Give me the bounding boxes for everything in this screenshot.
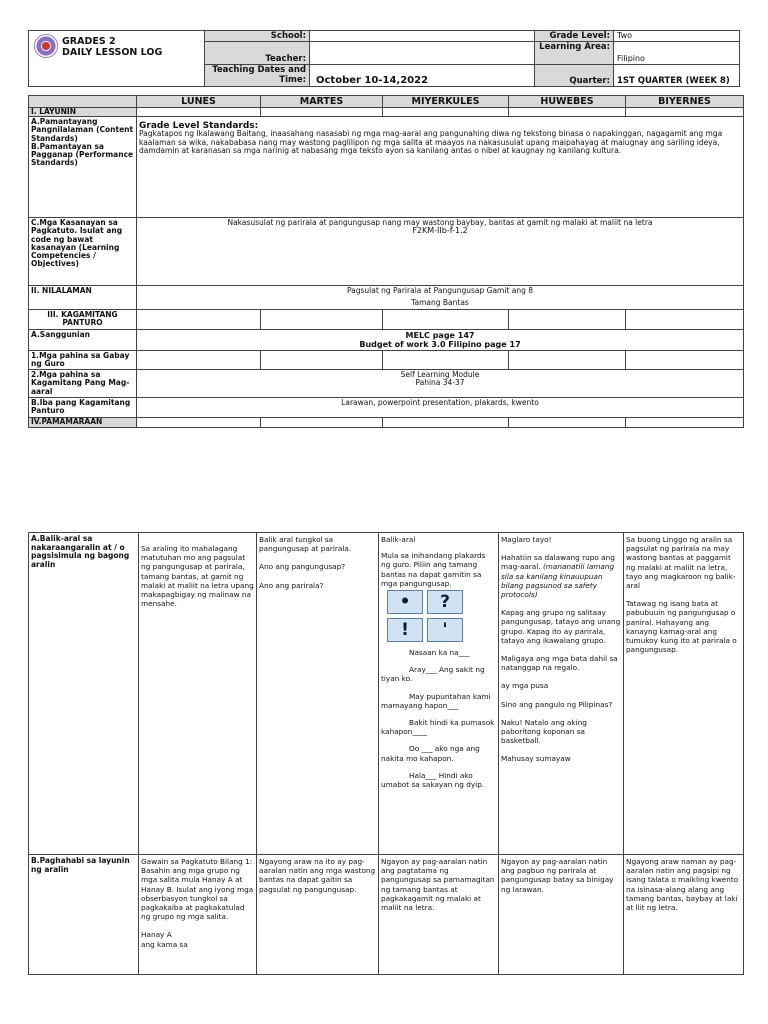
grade-standards-title: Grade Level Standards: xyxy=(139,121,259,131)
paghahabi-huwebes: Ngayon ay pag-aaralan natin ang pagbuo ng parirala at pangungusap batay sa binigay ng larawan. xyxy=(499,855,624,975)
layunin-heading: I. LAYUNIN xyxy=(29,108,137,117)
corner-cell xyxy=(29,96,137,108)
plakard-comma[interactable]: ꞌ xyxy=(427,618,463,642)
paghahabi-martes: Ngayong araw na ito ay pag-aaralan natin ang mga wastong bantas na dapat gaitin sa pagsulat ng pangungusap. xyxy=(257,855,379,975)
competency-code: F2KM-IIb-f-1.2 xyxy=(412,226,468,236)
balik-biyernes-cell xyxy=(624,533,744,855)
slm-text-2: Pahina 34-37 xyxy=(415,378,465,388)
plakard-question[interactable]: ? xyxy=(427,590,463,614)
day-biyernes: BIYERNES xyxy=(626,96,744,108)
balik-miy-s6: Hala___ Hindi ako umabot sa sakayan ng dyip. xyxy=(381,770,485,790)
balik-miy-s1: Nasaan ka na___ xyxy=(409,648,470,658)
school-label: School: xyxy=(205,31,310,42)
balik-aral-label: A.Balik-aral sa nakaraangaralin at / o pagsisimula ng bagong aralin xyxy=(29,533,139,855)
balik-martes-cell xyxy=(257,533,379,855)
deped-seal-logo xyxy=(34,34,58,58)
balik-huw-8: Mahusay sumayaw xyxy=(501,754,571,764)
balik-huw-5: ay mga pusa xyxy=(501,681,549,691)
balik-huw-4: Maligaya ang mga bata dahil sa natanggap na regalo. xyxy=(501,654,618,673)
sanggunian-cell xyxy=(137,329,744,350)
balik-huw-2: Hahatiin sa dalawang rupo ang mag-aaral. xyxy=(501,553,615,572)
balik-miy-s2: Aray___ Ang sakit ng tiyan ko. xyxy=(381,665,485,684)
balik-biy-1: Sa buong Linggo ng aralin sa pagsulat ng parirala na may wastong bantas at paggamit ng malaki at maliit na letra, tayo ang magkaroon ng balik-aral xyxy=(626,535,736,591)
performance-standards-label: B.Pamantayan sa Pagganap (Performance Standards) xyxy=(31,141,134,168)
nilalaman-cell xyxy=(137,286,744,310)
competency-cell xyxy=(137,218,744,286)
title-line-2: DAILY LESSON LOG xyxy=(62,47,163,58)
competencies-label: C.Mga Kasanayan sa Pagkatuto. Isulat ang code ng bawat kasanayan (Learning Competencies / Objectives) xyxy=(29,218,137,286)
school-value[interactable] xyxy=(310,31,535,42)
header-table xyxy=(28,30,740,87)
pagha-lunes-2: Hanay A xyxy=(141,930,172,940)
plakard-period[interactable]: • xyxy=(387,590,423,614)
balik-huw-1: Maglaro tayo! xyxy=(501,535,552,544)
balik-biy-2: Tatawag ng isang bata at pabubuuin ng pangungusap o paniral. Hahayang ang kanayng kamag-aral ang tumukoy kung ito at parirala o pangungusap. xyxy=(626,599,737,655)
quarter-value[interactable]: 1ST QUARTER (WEEK 8) xyxy=(614,64,740,86)
pagha-lunes-3: ang kama sa xyxy=(141,939,188,949)
paghahabi-biyernes: Ngayong araw naman ay pag-aaralan natin ang pagsipi ng isang talata o maikling kwento na isinasa-alang alang ang tamang bantas, baybay at laki at liit ng letra. xyxy=(624,855,744,975)
form-title xyxy=(62,36,162,58)
lesson-table xyxy=(28,95,744,428)
content-standards-label: A.Pamantayang Pangnilalaman (Content Standards) xyxy=(31,117,134,143)
grade-level-label: Grade Level: xyxy=(535,31,614,42)
balik-huwebes-cell xyxy=(499,533,624,855)
day-miyerkules: MIYERKULES xyxy=(383,96,509,108)
balik-huw-7: Naku! Natalo ang aking paboritong koponan sa basketball. xyxy=(501,717,587,746)
balik-miy-s3: May pupuntahan kami mamayang hapon___ xyxy=(381,691,491,710)
balik-martes-2: Ano ang pangungusap? xyxy=(259,562,346,572)
balik-martes-3: Ano ang parirala? xyxy=(259,580,324,590)
day-huwebes: HUWEBES xyxy=(509,96,626,108)
paghahabi-lunes-cell xyxy=(139,855,257,975)
learning-area-label: Learning Area: xyxy=(535,42,614,64)
balik-huw-6: Sino ang pangulo ng Pilipinas? xyxy=(501,699,613,709)
dates-value[interactable]: October 10-14,2022 xyxy=(310,64,535,86)
quarter-label: Quarter: xyxy=(535,64,614,86)
nilalaman-heading: II. NILALAMAN xyxy=(29,286,137,310)
balik-miy-s5: Oo ___ ako nga ang nakita mo kahapon. xyxy=(381,744,480,763)
iba-pang-text: Larawan, powerpoint presentation, plakards, kwento xyxy=(137,398,744,418)
competency-text: Nakasusulat ng parirala at pangungusap nang may wastong baybay, bantas at gamit ng malaki at maliit na letra xyxy=(227,218,653,227)
kagamitang-pang-label: 2.Mga pahina sa Kagamitang Pang Mag-aaral xyxy=(29,370,137,398)
teacher-label: Teacher: xyxy=(205,42,310,64)
paghahabi-label: B.Paghahabi sa layunin ng aralin xyxy=(29,855,139,975)
balik-miyerkules-cell xyxy=(379,533,499,855)
grade-level-value[interactable]: Two xyxy=(614,31,740,42)
balik-miy-2: Mula sa inihandang plakards ng guro. Piliin ang tamang bantas na dapat gamitin sa mga pangungusap. xyxy=(381,551,486,588)
gabay-label: 1.Mga pahina sa Gabay ng Guro xyxy=(29,350,137,370)
title-line-1: GRADES 2 xyxy=(62,36,116,47)
standards-heading xyxy=(29,117,137,218)
slm-cell xyxy=(137,370,744,398)
nilalaman-text-1: Pagsulat ng Parirala at Pangungusap Gamit ang 8 xyxy=(346,286,534,295)
grade-standards-text: Pagkatapos ng Ikalawang Baitang, inaasahang nasasabi ng mga mag-aaral ang pangunahing diwa ng tekstong binasa o napakinggan, nagagamit ang mga kaalaman sa wika, nakababasa nang may wastong paglilipon ng mga salita at maayos na nakasusulat upang maipahayag at maiugnay ang sariling ideya, damdamin at karanasan sa mga narinig at nabasang mga teksto ayon sa kanilang antas o nibel at kaugnay ng kanilang kultura. xyxy=(139,129,723,155)
balik-lunes-cell xyxy=(139,533,257,855)
dates-label: Teaching Dates and Time: xyxy=(205,64,310,86)
pagha-lunes-1: Gawain sa Pagkatuto Bilang 1: Basahin ang mga grupo ng mga salita mula Hanay A at Hanay B. Isulat ang iyong mga obserbasyon tungkol sa pagkakaiba at pagkakatulad ng grupo ng mga salita. xyxy=(141,857,254,922)
pamamaraan-heading: IV.PAMAMARAAN xyxy=(29,417,137,427)
procedure-table xyxy=(28,532,744,975)
balik-lunes-text: Sa araling ito mahalagang matutuhan mo ang pagsulat ng pangungusap at parirala, tamang bantas, at gamit ng malaki at maliit na letra upang makapagbigay ng malinaw na mensahe. xyxy=(141,544,254,609)
slm-text-1: Self Learning Module xyxy=(400,370,480,380)
balik-huw-2-wrap xyxy=(501,553,621,599)
plakards-grid xyxy=(387,590,496,642)
nilalaman-text-2: Tamang Bantas xyxy=(411,298,469,308)
balik-huw-3: Kapag ang grupo ng salitaay pangungusap, tatayo ang unang grupo. Kapag ito ay parirala, tatayo ang ikawalang grupo. xyxy=(501,608,621,645)
balik-miy-s4: Bakit hindi ka pumasok kahapon____ xyxy=(381,718,495,737)
day-martes: MARTES xyxy=(261,96,383,108)
grade-level-standards xyxy=(137,117,744,218)
sanggunian-text-1: MELC page 147 xyxy=(405,330,475,340)
learning-area-value[interactable]: Filipino xyxy=(614,42,740,64)
balik-miy-1: Balik-aral xyxy=(381,535,416,544)
balik-huw-2-italic: (mananatili lamang sila sa kanilang kinauupuan bilang pagsunod sa safety protocols) xyxy=(501,562,615,600)
plakard-exclamation[interactable]: ! xyxy=(387,618,423,642)
sanggunian-text-2: Budget of work 3.0 Filipino page 17 xyxy=(359,339,521,349)
iba-pang-label: B.Iba pang Kagamitang Panturo xyxy=(29,398,137,418)
teacher-value[interactable] xyxy=(310,42,535,64)
logo-title-cell xyxy=(29,31,205,87)
sanggunian-label: A.Sanggunian xyxy=(29,329,137,350)
day-lunes: LUNES xyxy=(137,96,261,108)
kagamitan-heading: III. KAGAMITANG PANTURO xyxy=(29,310,137,330)
balik-martes-1: Balik aral tungkol sa pangungusap at parirala. xyxy=(259,535,352,554)
paghahabi-miyerkules: Ngayon ay pag-aaralan natin ang pagtatama ng pangungusap sa pamamagitan ng tamang bantas at pagkakagamit ng malaki at maliit na letra. xyxy=(379,855,499,975)
